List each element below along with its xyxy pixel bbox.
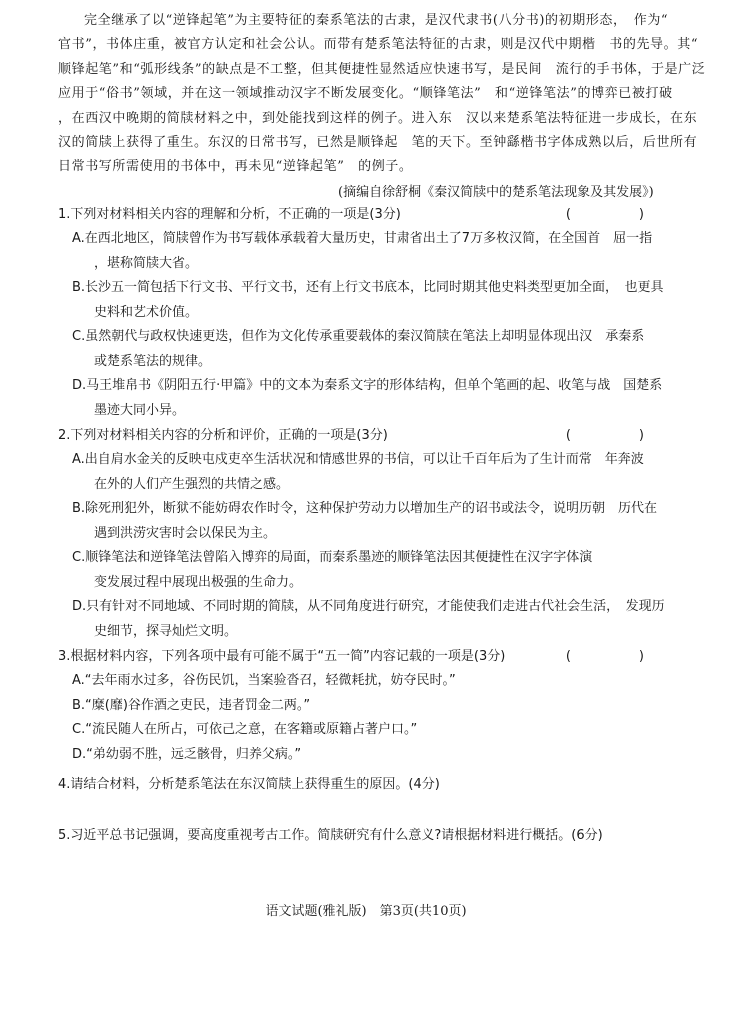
answer-blank: ( )	[565, 207, 658, 222]
option-d	[58, 595, 718, 644]
reading-passage	[58, 9, 714, 180]
question-4	[58, 773, 718, 797]
question-stem	[58, 424, 718, 448]
option-text: D.“弟幼弱不胜，远乏骸骨，归养父病。”	[72, 746, 302, 762]
option-text: B.“糜(靡)谷作酒之吏民，违者罚金二两。”	[72, 697, 311, 713]
option-d	[58, 743, 718, 768]
option-b	[58, 276, 718, 325]
option-text: C.“流民随人在所占，可依己之意，在客籍或原籍占著户口。”	[72, 722, 418, 737]
option-a	[58, 448, 718, 497]
question-stem	[58, 645, 718, 669]
question-3	[58, 645, 718, 767]
option-text-cont: 遇到洪涝灾害时会以保民为主。	[94, 525, 277, 541]
question-2	[58, 424, 718, 644]
option-text: A.在西北地区，简牍曾作为书写载体承载着大量历史，甘肃省出土了7万多枚汉简，在全国首 屈一指	[72, 231, 653, 246]
option-text: C.顺锋笔法和逆锋笔法曾陷入博弈的局面，而秦系墨迹的顺锋笔法因其便捷性在汉字字体演	[72, 550, 593, 565]
option-text-cont: ，堪称简牍大省。	[94, 255, 199, 271]
option-text: C.虽然朝代与政权快速更迭，但作为文化传承重要载体的秦汉简牍在笔法上却明显体现出汉 承秦系	[72, 329, 645, 344]
option-c	[58, 718, 718, 743]
option-text: D.马王堆帛书《阴阳五行·甲篇》中的文本为秦系文字的形体结构，但单个笔画的起、收笔与战 国楚系	[72, 378, 663, 393]
question-stem	[58, 203, 718, 227]
option-text-cont: 史细节，探寻灿烂文明。	[94, 623, 238, 639]
option-a	[58, 227, 718, 276]
question-stem	[58, 773, 718, 797]
passage-line: ，在西汉中晚期的简牍材料之中，到处能找到这样的例子。进入东 汉以来楚系笔法特征进一步成长，在东	[58, 110, 698, 126]
option-text-cont: 墨迹大同小异。	[94, 402, 186, 418]
option-text-cont: 史料和艺术价值。	[94, 304, 199, 320]
passage-line: 官书”，书体庄重，被官方认定和社会公认。而带有楚系笔法特征的古隶，则是汉代中期楷 书的先导。其“	[58, 37, 699, 53]
question-text: 1.下列对材料相关内容的理解和分析，不正确的一项是(3分)	[58, 207, 401, 222]
option-c	[58, 546, 718, 595]
option-text-cont: 或楚系笔法的规律。	[94, 353, 212, 369]
option-text: B.长沙五一简包括下行文书、平行文书，还有上行文书底本，比同时期其他史料类型更加全面， 也更具	[72, 280, 664, 295]
question-text: 4.请结合材料，分析楚系笔法在东汉简牍上获得重生的原因。(4分)	[58, 777, 440, 792]
question-text: 2.下列对材料相关内容的分析和评价，正确的一项是(3分)	[58, 428, 388, 443]
option-text: B.除死刑犯外，断狱不能妨碍农作时令，这种保护劳动力以增加生产的诏书或法令，说明历朝 历代在	[72, 501, 658, 516]
option-text: A.出自肩水金关的反映屯戍吏卒生活状况和情感世界的书信，可以让千百年后为了生计而常 年奔波	[72, 452, 644, 467]
passage-line: 日常书写所需使用的书体中，再未见“逆锋起笔” 的例子。	[58, 159, 413, 175]
passage-source: (摘编自徐舒桐《秦汉简牍中的楚系笔法现象及其发展》)	[338, 185, 654, 200]
passage-line: 汉的简牍上获得了重生。东汉的日常书写，已然是顺锋起 笔的天下。至钟繇楷书字体成熟以后，后世所有	[58, 135, 698, 151]
option-text-cont: 变发展过程中展现出极强的生命力。	[94, 574, 303, 590]
question-stem	[58, 824, 718, 848]
option-c	[58, 325, 718, 374]
passage-line: 顺锋起笔”和“弧形线条”的缺点是不工整，但其便捷性显然适应快速书写，是民间 流行的手书体，于是广泛	[58, 61, 706, 77]
question-5	[58, 824, 718, 848]
passage-line: 完全继承了以“逆锋起笔”为主要特征的秦系笔法的古隶，是汉代隶书(八分书)的初期形态， 作为“	[84, 13, 669, 28]
page-footer: 语文试题(雅礼版) 第3页(共10页)	[265, 904, 467, 919]
question-text: 5.习近平总书记强调，要高度重视考古工作。简牍研究有什么意义?请根据材料进行概括。(6分)	[58, 828, 603, 843]
option-text: D.只有针对不同地域、不同时期的简牍，从不同角度进行研究，才能使我们走进古代社会生活， 发现历	[72, 599, 665, 614]
option-d	[58, 374, 718, 423]
passage-line: 应用于“俗书”领域，并在这一领域推动汉字不断发展变化。“顺锋笔法” 和“逆锋笔法”的博弈已被打破	[58, 86, 673, 102]
question-text: 3.根据材料内容，下列各项中最有可能不属于“五一简”内容记载的一项是(3分)	[58, 649, 506, 664]
option-a	[58, 669, 718, 694]
answer-blank: ( )	[565, 649, 658, 664]
answer-blank: ( )	[565, 428, 658, 443]
question-1	[58, 203, 718, 423]
option-b	[58, 497, 718, 546]
option-text-cont: 在外的人们产生强烈的共情之感。	[94, 476, 290, 492]
option-text: A.“去年雨水过多，谷伤民饥，当案验沓召，轻微耗扰，妨夺民时。”	[72, 673, 456, 688]
option-b	[58, 694, 718, 719]
